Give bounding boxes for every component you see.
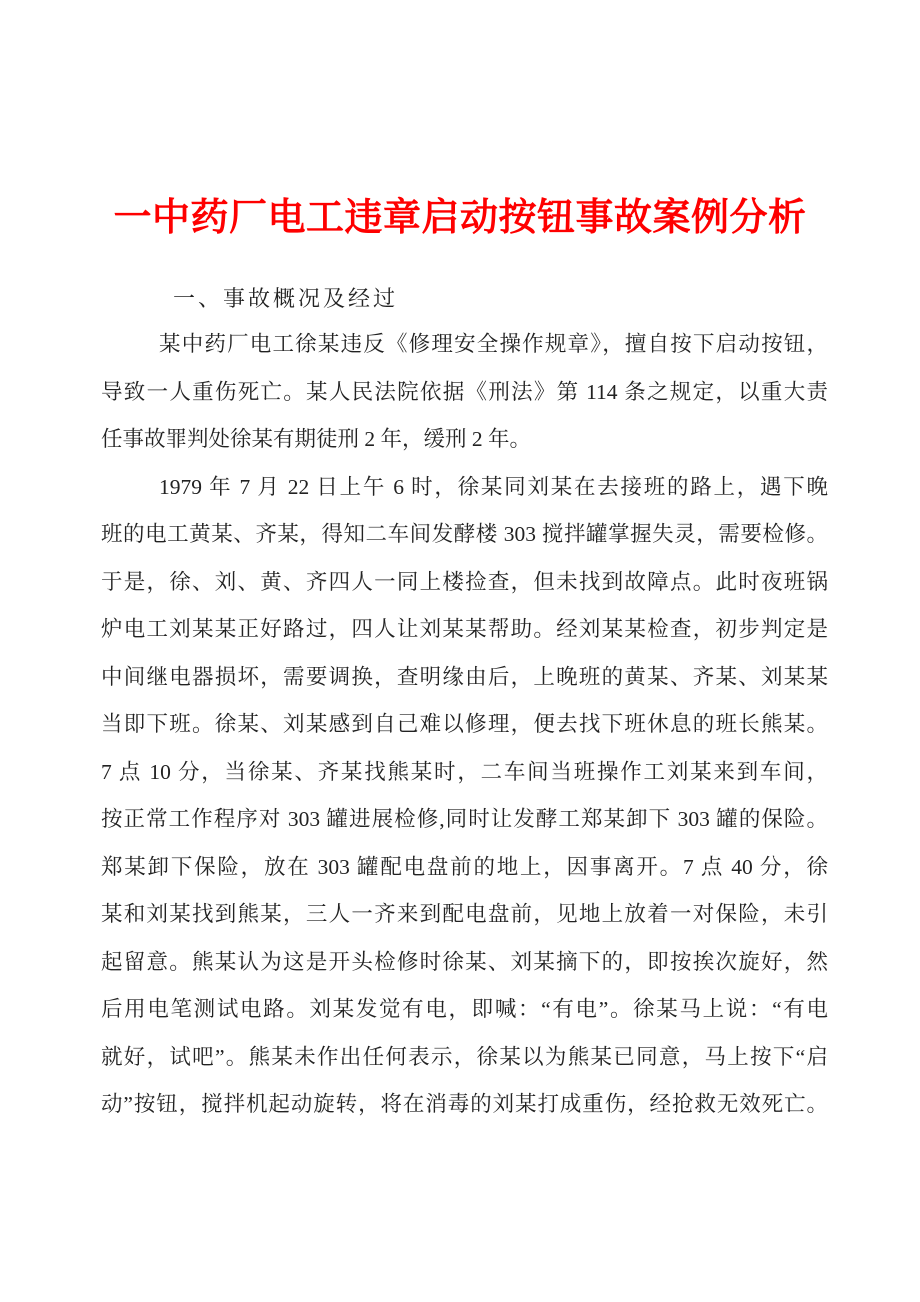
text-line: 某和刘某找到熊某，三人一齐来到配电盘前，见地上放着一对保险，未引 — [101, 902, 828, 926]
text-line: 郑某卸下保险，放在 303 罐配电盘前的地上，因事离开。7 点 40 分，徐 — [101, 854, 828, 879]
text-line: 任事故罪判处徐某有期徒刑 2 年，缓刑 2 年。 — [101, 427, 532, 451]
document-body — [101, 321, 828, 1129]
text-line: 动”按钮，搅拌机起动旋转，将在消毒的刘某打成重伤，经抢救无效死亡。 — [101, 1092, 828, 1116]
text-line: 1979 年 7 月 22 日上午 6 时，徐某同刘某在去接班的路上，遇下晚 — [159, 474, 828, 499]
text-line: 班的电工黄某、齐某，得知二车间发酵楼 303 搅拌罐掌握失灵，需要检修。 — [101, 522, 828, 546]
text-line: 7 点 10 分，当徐某、齐某找熊某时，二车间当班操作工刘某来到车间， — [101, 759, 828, 784]
text-line: 某中药厂电工徐某违反《修理安全操作规章》，擅自按下启动按钮， — [159, 332, 828, 356]
text-line: 导致一人重伤死亡。某人民法院依据《刑法》第 114 条之规定，以重大责 — [101, 379, 828, 404]
document-title: 一中药厂电工违章启动按钮事故案例分析 — [113, 197, 807, 239]
text-line: 就好，试吧”。熊某未作出任何表示，徐某以为熊某已同意，马上按下“启 — [101, 1044, 828, 1069]
text-line: 后用电笔测试电路。刘某发觉有电，即喊：“有电”。徐某马上说：“有电 — [101, 997, 828, 1021]
text-line: 中间继电器损坏，需要调换，查明缘由后，上晚班的黄某、齐某、刘某某 — [101, 664, 828, 689]
section-heading: 一、事故概况及经过 — [173, 286, 399, 311]
text-line: 起留意。熊某认为这是开头检修时徐某、刘某摘下的，即按挨次旋好，然 — [101, 949, 828, 974]
text-line: 按正常工作程序对 303 罐进展检修,同时让发酵工郑某卸下 303 罐的保险。 — [101, 807, 828, 831]
text-line: 炉电工刘某某正好路过，四人让刘某某帮助。经刘某某检查，初步判定是 — [101, 617, 828, 641]
text-line: 当即下班。徐某、刘某感到自己难以修理，便去找下班休息的班长熊某。 — [101, 712, 828, 736]
text-line: 于是，徐、刘、黄、齐四人一同上楼捡查，但未找到故障点。此时夜班锅 — [101, 569, 828, 594]
